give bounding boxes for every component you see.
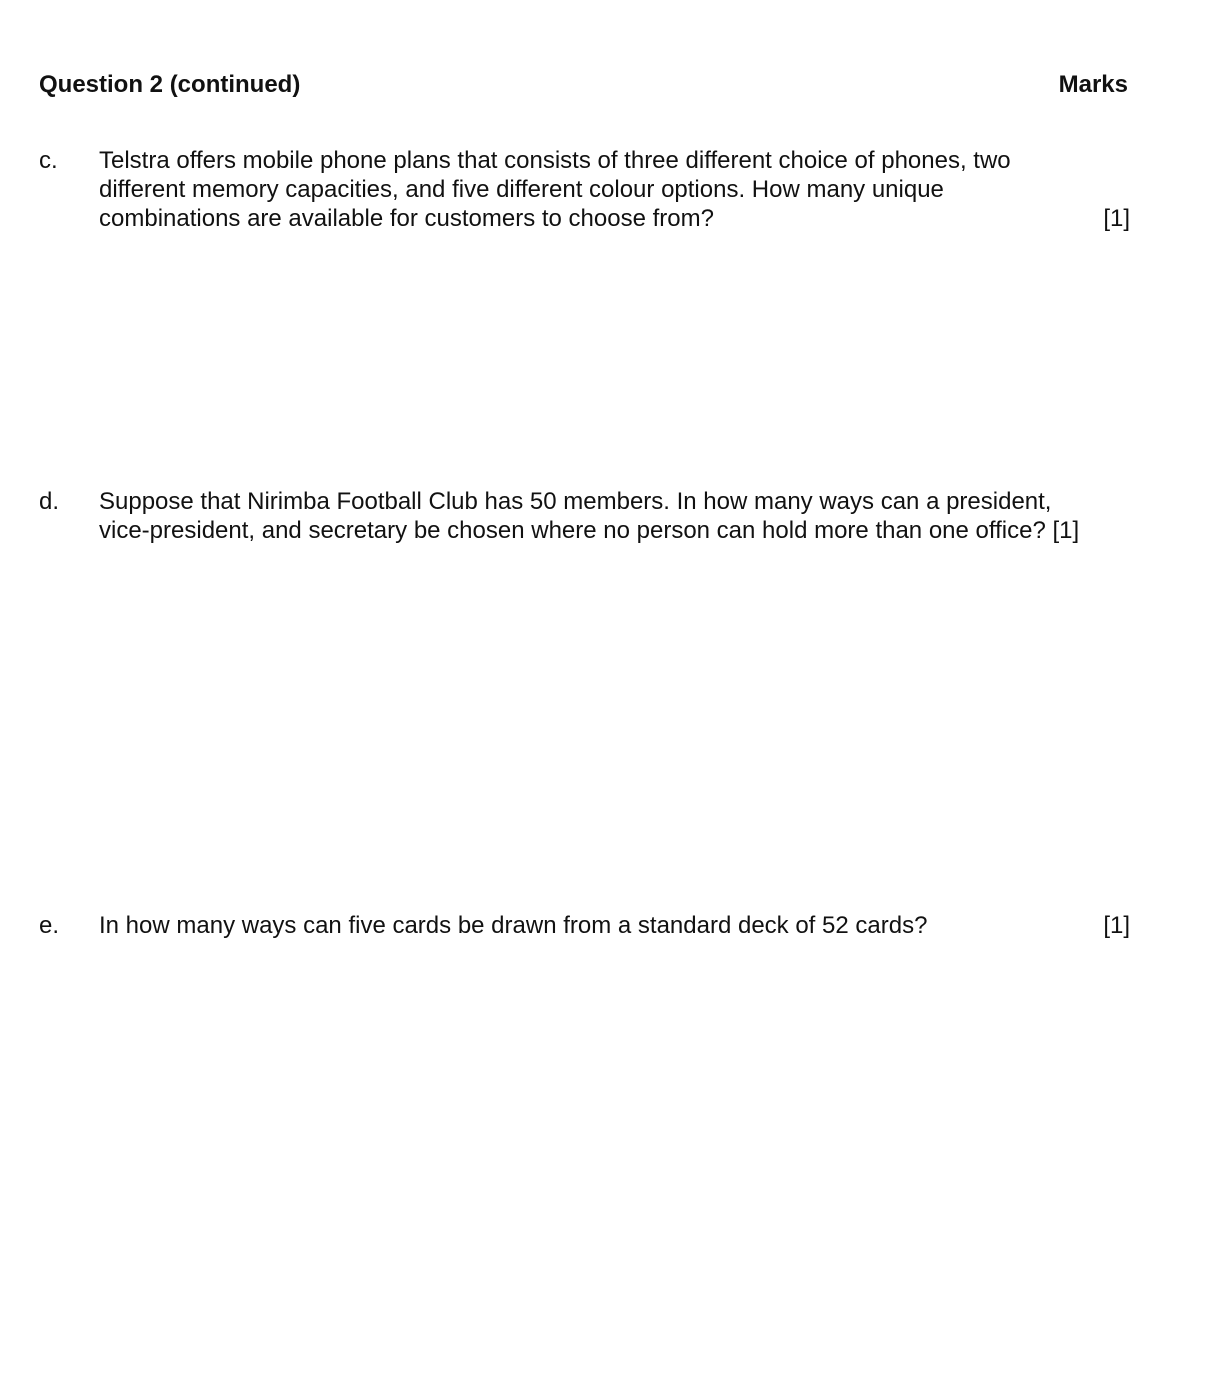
question-c-text [99,146,1011,233]
question-c-mark: [1] [1103,205,1130,232]
question-d-text [99,487,1079,545]
marks-column-heading: Marks [1058,71,1128,98]
question-d-line: Suppose that Nirimba Football Club has 50 members. In how many ways can a president, [99,488,1052,515]
question-e-label: e. [39,912,60,939]
page-title: Question 2 (continued) [39,71,301,98]
question-d-line: vice-president, and secretary be chosen where no person can hold more than one office? [1] [99,517,1080,544]
question-e-text [99,911,927,940]
question-c-line: Telstra offers mobile phone plans that consists of three different choice of phones, two [99,147,1011,174]
question-e-mark: [1] [1103,912,1130,939]
question-e-line: In how many ways can five cards be drawn from a standard deck of 52 cards? [99,912,928,939]
question-c-line: combinations are available for customers to choose from? [99,205,714,232]
question-c-label: c. [39,147,58,174]
question-c-line: different memory capacities, and five different colour options. How many unique [99,176,944,203]
question-d-label: d. [39,488,60,515]
